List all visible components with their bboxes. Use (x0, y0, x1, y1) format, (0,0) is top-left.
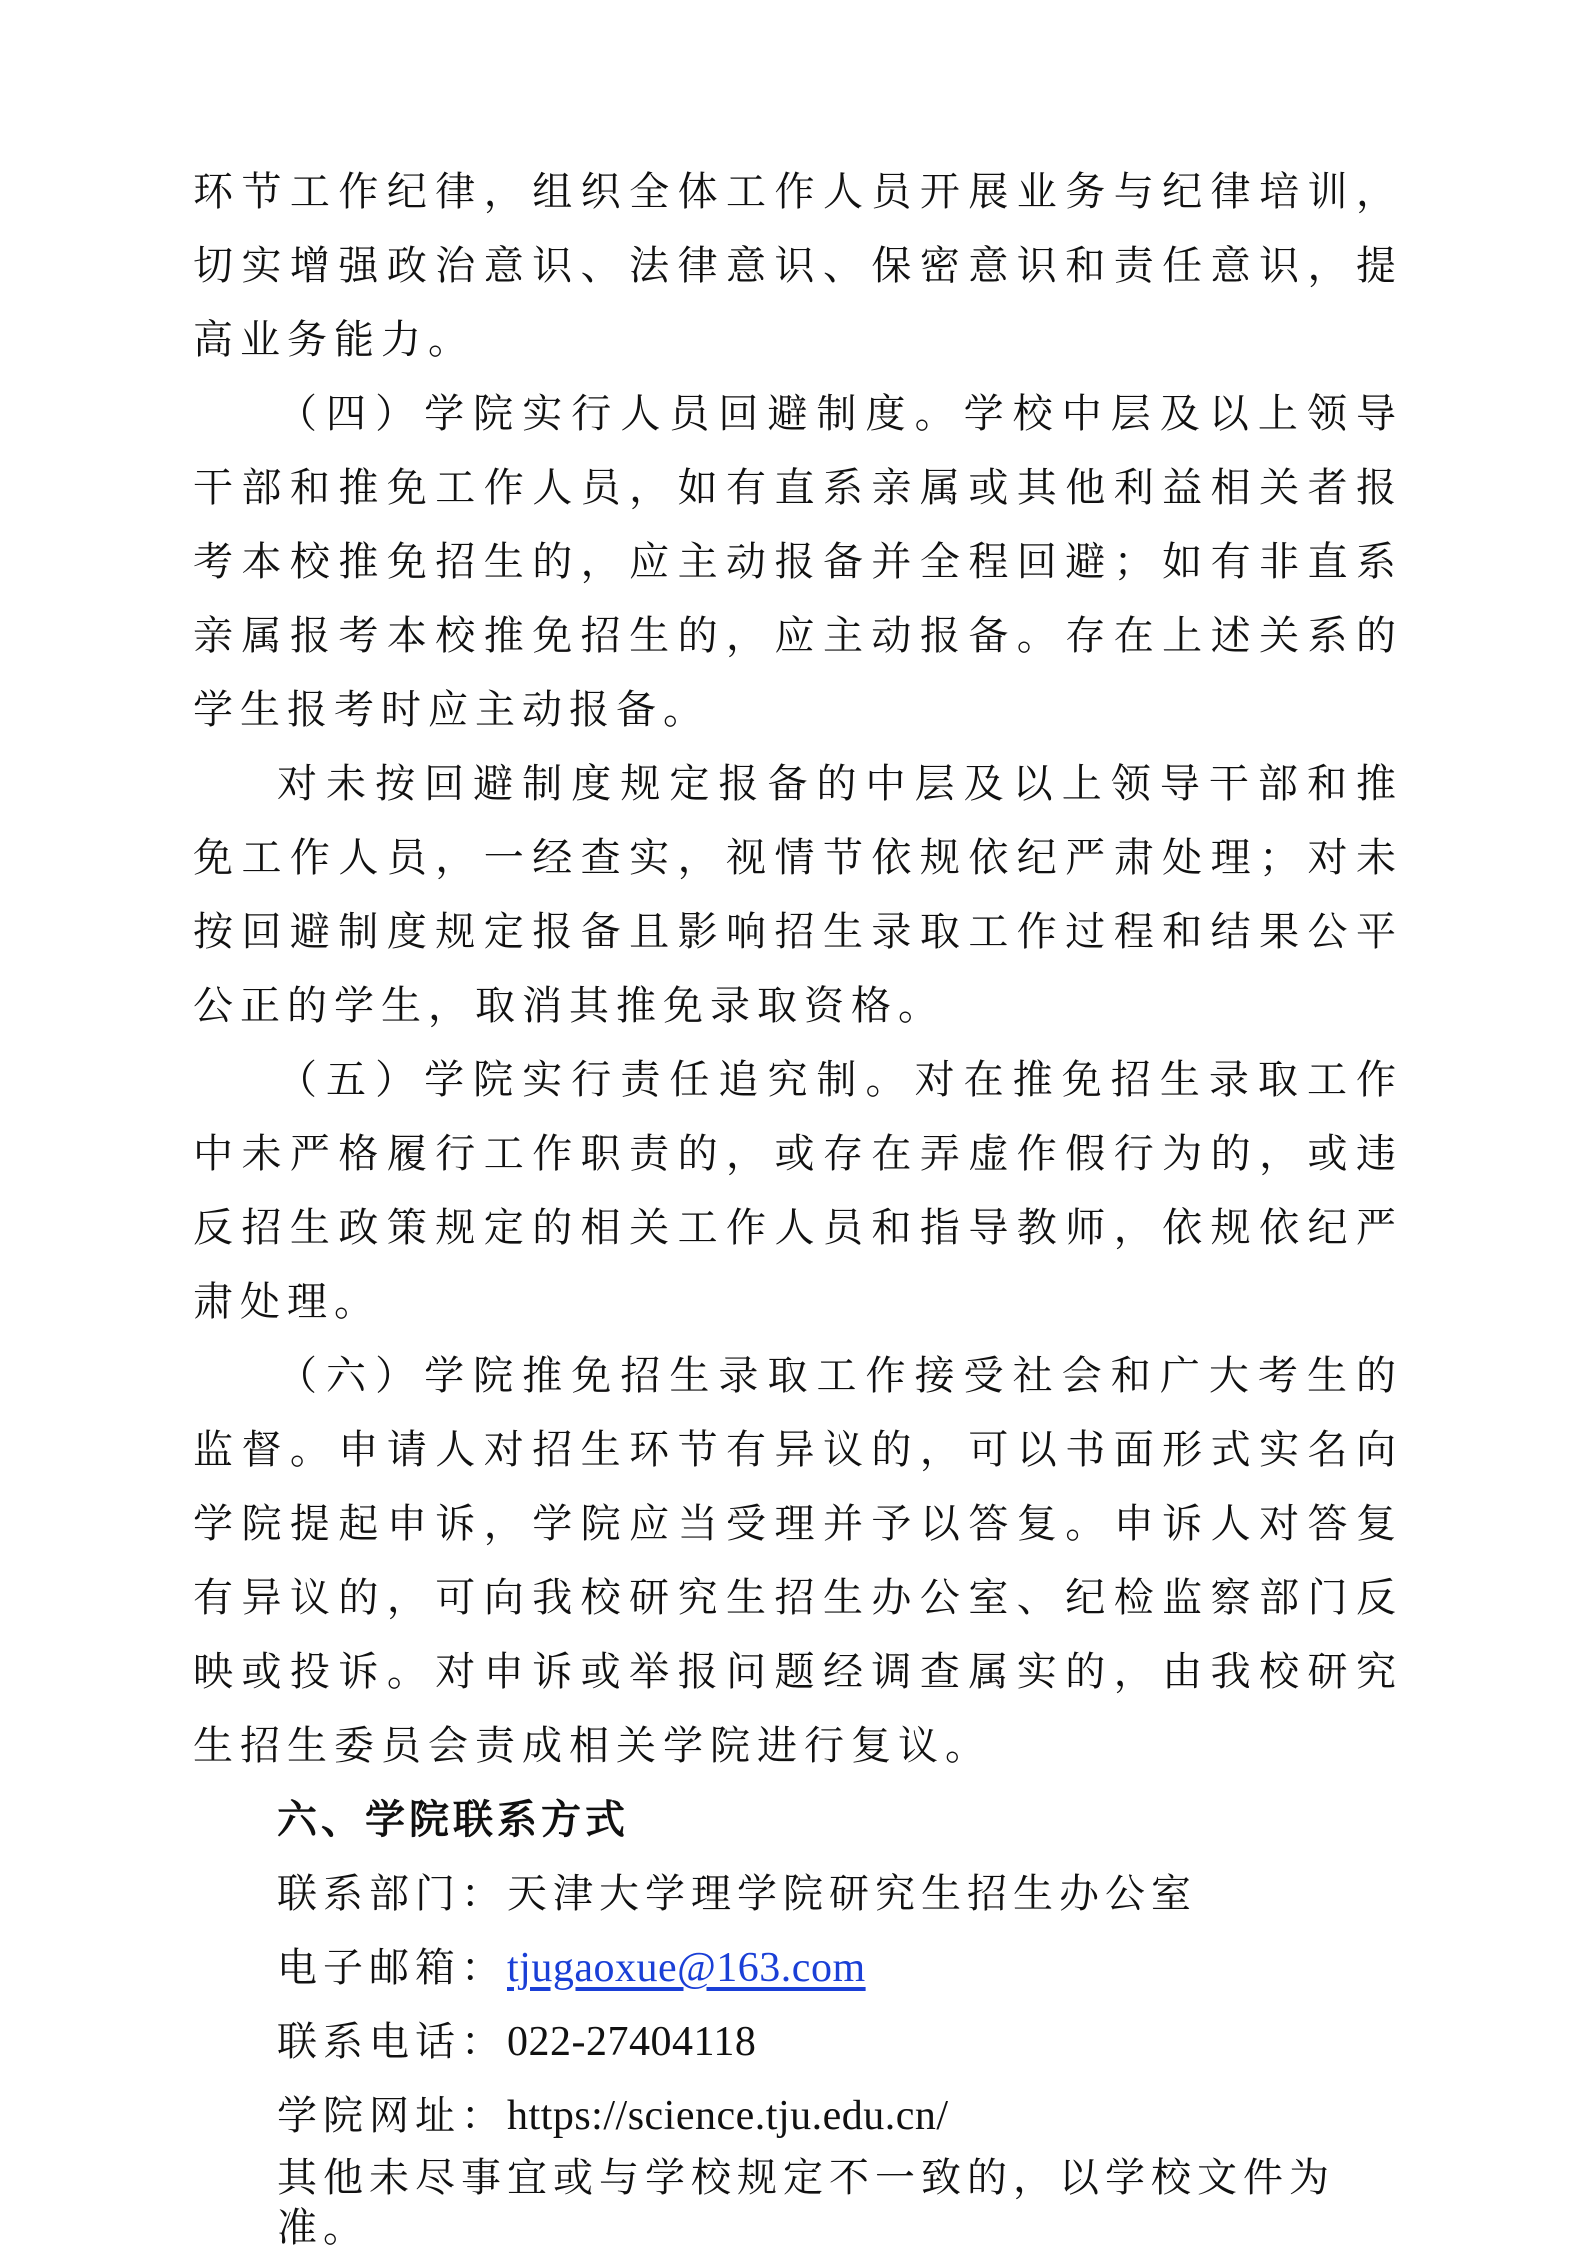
paragraph-recusal-system: （四）学院实行人员回避制度。学校中层及以上领导干部和推免工作人员，如有直系亲属或其他利益相关者报考本校推免招生的，应主动报备并全程回避；如有非直系亲属报考本校推免招生的，应主动报备。存在上述关系的学生报考时应主动报备。 (193, 391, 1403, 733)
contact-email-line (193, 1931, 1403, 2005)
contact-email-link[interactable]: tjugaoxue@163.com (507, 1945, 866, 1991)
section-heading-contact: 六、学院联系方式 (277, 1797, 629, 1843)
contact-phone-value: 022-27404118 (507, 2019, 757, 2065)
paragraph-supervision: （六）学院推免招生录取工作接受社会和广大考生的监督。申请人对招生环节有异议的，可以书面形式实名向学院提起申诉，学院应当受理并予以答复。申诉人对答复有异议的，可向我校研究生招生办公室、纪检监察部门反映或投诉。对申诉或举报问题经调查属实的，由我校研究生招生委员会责成相关学院进行复议。 (193, 1353, 1403, 1769)
contact-dept-line (193, 1857, 1403, 1931)
contact-phone-line (193, 2005, 1403, 2079)
document-body (193, 155, 1403, 2253)
paragraph-recusal-violation: 对未按回避制度规定报备的中层及以上领导干部和推免工作人员，一经查实，视情节依规依纪严肃处理；对未按回避制度规定报备且影响招生录取工作过程和结果公平公正的学生，取消其推免录取资格。 (193, 761, 1403, 1029)
contact-website-value: https://science.tju.edu.cn/ (507, 2093, 949, 2139)
contact-website-label: 学院网址： (277, 2093, 507, 2139)
paragraph-accountability: （五）学院实行责任追究制。对在推免招生录取工作中未严格履行工作职责的，或存在弄虚作假行为的，或违反招生政策规定的相关工作人员和指导教师，依规依纪严肃处理。 (193, 1057, 1403, 1325)
paragraph-discipline-continued: 环节工作纪律，组织全体工作人员开展业务与纪律培训，切实增强政治意识、法律意识、保密意识和责任意识，提高业务能力。 (193, 169, 1403, 363)
closing-note: 其他未尽事宜或与学校规定不一致的，以学校文件为准。 (277, 2155, 1335, 2251)
contact-phone-label: 联系电话： (277, 2019, 507, 2065)
contact-website-line (193, 2079, 1403, 2153)
contact-dept-value: 天津大学理学院研究生招生办公室 (507, 1871, 1197, 1917)
contact-email-label: 电子邮箱： (277, 1945, 507, 1991)
contact-dept-label: 联系部门： (277, 1871, 507, 1917)
